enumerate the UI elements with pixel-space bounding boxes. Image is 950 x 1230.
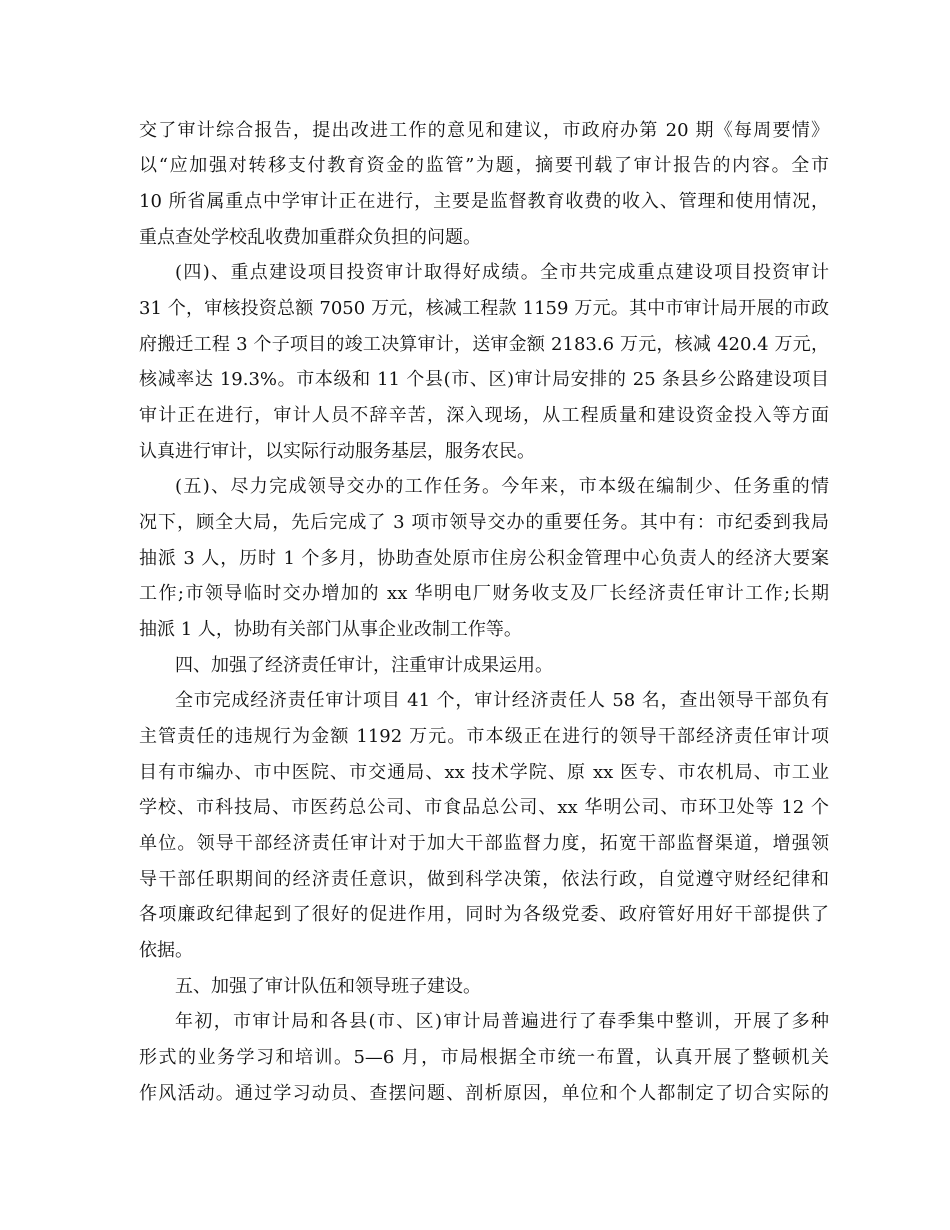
- text-line: 以“应加强对转移支付教育资金的监管”为题，摘要刊载了审计报告的内容。全市: [139, 155, 829, 176]
- text-line: 各项廉政纪律起到了很好的促进作用，同时为各级党委、政府管好用好干部提供了: [139, 904, 829, 925]
- text-line: 依据。: [139, 940, 193, 961]
- text-line: 抽派 3 人，历时 1 个多月，协助查处原市住房公积金管理中心负责人的经济大要案: [139, 548, 829, 569]
- paragraph-heading: (四)、重点建设项目投资审计取得好成绩。全市共完成重点建设项目投资审计: [175, 262, 829, 283]
- section-heading: 四、加强了经济责任审计，注重审计成果运用。: [175, 655, 553, 676]
- text-line: 作风活动。通过学习动员、查摆问题、剖析原因，单位和个人都制定了切合实际的: [139, 1083, 829, 1104]
- text-line: 抽派 1 人，协助有关部门从事企业改制工作等。: [139, 619, 522, 640]
- text-line: 主管责任的违规行为金额 1192 万元。市本级正在进行的领导干部经济责任审计项: [139, 726, 829, 747]
- text-line: 交了审计综合报告，提出改进工作的意见和建议，市政府办第 20 期《每周要情》: [139, 120, 829, 141]
- text-line: 审计正在进行，审计人员不辞辛苦，深入现场，从工程质量和建设资金投入等方面: [139, 405, 829, 426]
- text-line: 10 所省属重点中学审计正在进行，主要是监督教育收费的收入、管理和使用情况，: [139, 191, 829, 212]
- paragraph-heading: (五)、尽力完成领导交办的工作任务。今年来，市本级在编制少、任务重的情: [175, 476, 829, 497]
- text-line: 31 个，审核投资总额 7050 万元，核减工程款 1159 万元。其中市审计局开展的市政: [139, 298, 829, 319]
- text-line: 核减率达 19.3%。市本级和 11 个县(市、区)审计局安排的 25 条县乡公路建设项目: [139, 369, 829, 390]
- text-line: 单位。领导干部经济责任审计对于加大干部监督力度，拓宽干部监督渠道，增强领: [139, 833, 829, 854]
- text-line: 府搬迁工程 3 个子项目的竣工决算审计，送审金额 2183.6 万元，核减 420.4 万元，: [139, 334, 829, 355]
- text-line: 认真进行审计，以实际行动服务基层，服务农民。: [139, 441, 535, 462]
- text-line: 全市完成经济责任审计项目 41 个，审计经济责任人 58 名，查出领导干部负有: [175, 690, 829, 711]
- text-line: 况下，顾全大局，先后完成了 3 项市领导交办的重要任务。其中有：市纪委到我局: [139, 512, 829, 533]
- text-line: 目有市编办、市中医院、市交通局、xx 技术学院、原 xx 医专、市农机局、市工业: [139, 762, 829, 783]
- section-heading: 五、加强了审计队伍和领导班子建设。: [175, 976, 481, 997]
- text-line: 年初，市审计局和各县(市、区)审计局普遍进行了春季集中整训，开展了多种: [175, 1011, 829, 1032]
- text-line: 导干部任职期间的经济责任意识，做到科学决策，依法行政，自觉遵守财经纪律和: [139, 869, 829, 890]
- text-line: 工作;市领导临时交办增加的 xx 华明电厂财务收支及厂长经济责任审计工作;长期: [139, 583, 829, 604]
- text-line: 重点查处学校乱收费加重群众负担的问题。: [139, 227, 481, 248]
- text-line: 形式的业务学习和培训。5—6 月，市局根据全市统一布置，认真开展了整顿机关: [139, 1047, 829, 1068]
- text-line: 学校、市科技局、市医药总公司、市食品总公司、xx 华明公司、市环卫处等 12 个: [139, 797, 829, 818]
